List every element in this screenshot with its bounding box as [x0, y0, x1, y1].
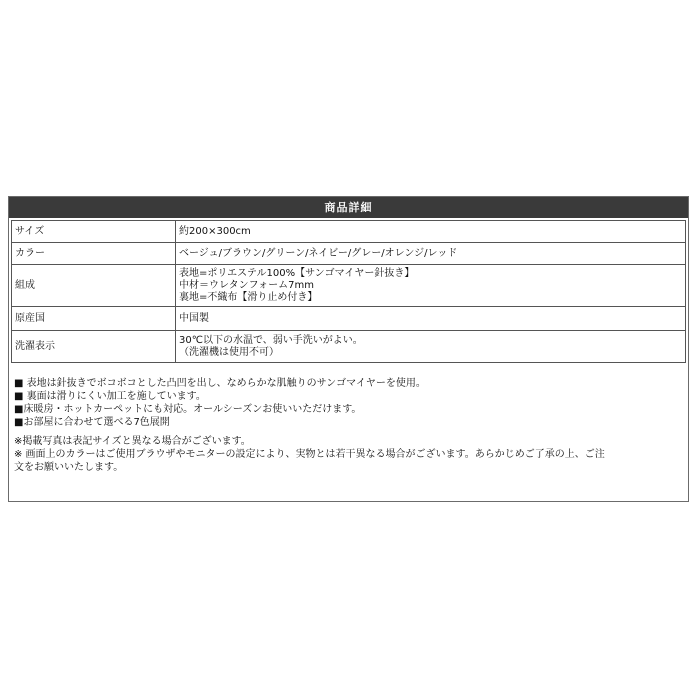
feature-note: ■ 裏面は滑りにくい加工を施しています。	[14, 391, 206, 402]
spec-row-origin	[12, 307, 686, 331]
spec-label-washing: 洗濯表示	[12, 331, 176, 363]
spec-label-color: カラー	[12, 243, 176, 265]
composition-filling: 中材＝ウレタンフォーム7mm	[179, 279, 314, 291]
product-spec-table	[11, 220, 686, 363]
product-notes	[9, 363, 688, 474]
spec-row-color	[12, 243, 686, 265]
spec-value-washing	[176, 331, 686, 363]
disclaimer-note: 文をお願いいたします。	[14, 462, 124, 473]
feature-note: ■ 表地は針抜きでボコボコとした凸凹を出し、なめらかな肌触りのサンゴマイヤーを使用。	[14, 378, 426, 389]
spec-value-color: ベージュ/ブラウン/グリーン/ネイビー/グレー/オレンジ/レッド	[176, 243, 686, 265]
spec-value-size: 約200×300cm	[176, 221, 686, 243]
spec-label-origin: 原産国	[12, 307, 176, 331]
spec-value-origin: 中国製	[176, 307, 686, 331]
spec-row-composition	[12, 265, 686, 307]
spec-label-size: サイズ	[12, 221, 176, 243]
spec-row-washing	[12, 331, 686, 363]
disclaimer-note: ※掲載写真は表記サイズと異なる場合がございます。	[14, 436, 251, 447]
spec-label-composition: 組成	[12, 265, 176, 307]
disclaimer-note: ※ 画面上のカラーはご使用ブラウザやモニターの設定により、実物とは若干異なる場合がございます。あらかじめご了承の上、ご注	[14, 449, 605, 460]
spec-row-size	[12, 221, 686, 243]
composition-face-fabric: 表地=ポリエステル100%【サンゴマイヤー針抜き】	[179, 267, 415, 279]
feature-note: ■床暖房・ホットカーペットにも対応。オールシーズンお使いいただけます。	[14, 404, 362, 415]
washing-instruction: 30℃以下の水温で、弱い手洗いがよい。	[179, 334, 363, 346]
composition-backing: 裏地=不織布【滑り止め付き】	[179, 291, 318, 303]
product-details-title: 商品詳細	[9, 197, 688, 218]
washing-machine-note: （洗濯機は使用不可）	[179, 346, 279, 358]
spec-value-composition	[176, 265, 686, 307]
product-details-panel	[8, 196, 689, 502]
feature-note: ■お部屋に合わせて選べる7色展開	[14, 417, 170, 428]
